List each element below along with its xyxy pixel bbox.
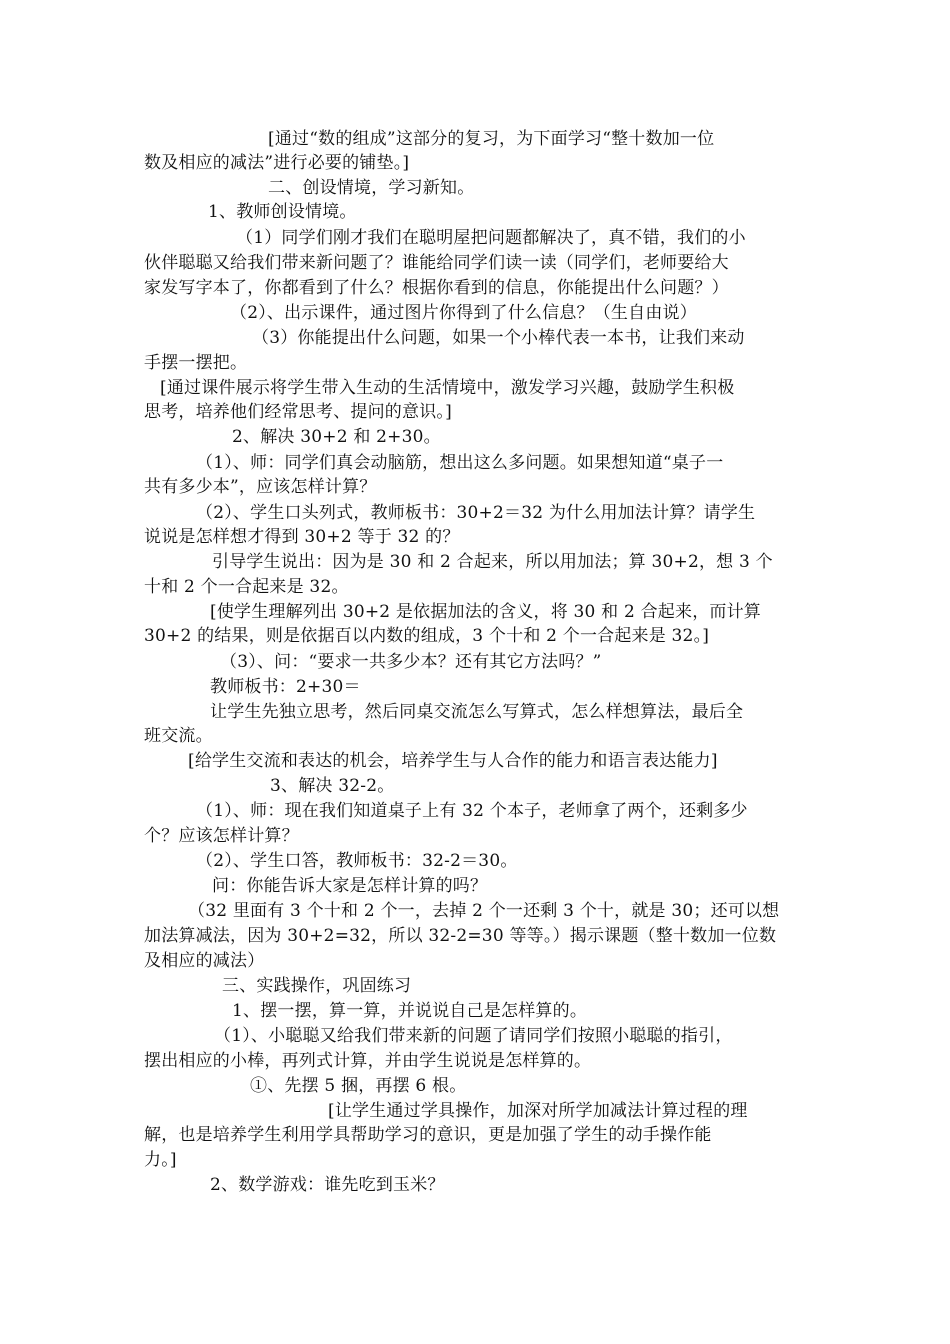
text-line: （32 里面有 3 个十和 2 个一，去掉 2 个一还剩 3 个十，就是 30；还可以想 (188, 901, 780, 921)
text-line: [通过“数的组成”这部分的复习，为下面学习“整十数加一位 (268, 129, 715, 149)
text-line: 十和 2 个一合起来是 32。 (144, 577, 349, 597)
subsection-heading: 1、教师创设情境。 (208, 202, 357, 222)
section-heading: 三、实践操作，巩固练习 (222, 976, 412, 996)
text-line: （2）、学生口答，教师板书：32-2＝30。 (196, 851, 518, 871)
text-line: 引导学生说出：因为是 30 和 2 合起来，所以用加法；算 30+2，想 3 个 (212, 552, 773, 572)
subsection-heading: 1、摆一摆，算一算，并说说自己是怎样算的。 (232, 1001, 588, 1021)
text-line: 让学生先独立思考，然后同桌交流怎么写算式，怎么样想算法，最后全 (210, 702, 744, 722)
text-line: 班交流。 (144, 726, 213, 746)
annotation-line: [通过课件展示将学生带入生动的生活情境中，激发学习兴趣，鼓励学生积极 (160, 378, 735, 398)
text-line: 共有多少本”，应该怎样计算？ (144, 477, 377, 497)
text-line: （3）、问：“要求一共多少本？还有其它方法吗？” (220, 652, 602, 672)
text-line: （1）、师：现在我们知道桌子上有 32 个本子，老师拿了两个，还剩多少 (196, 801, 748, 821)
text-line: （2）、出示课件，通过图片你得到了什么信息？（生自由说） (230, 303, 697, 323)
text-line: （1）同学们刚才我们在聪明屋把问题都解决了，真不错，我们的小 (236, 228, 746, 248)
text-line: 手摆一摆把。 (144, 353, 248, 373)
text-line: （1）、小聪聪又给我们带来新的问题了请同学们按照小聪聪的指引， (214, 1026, 733, 1046)
subsection-heading: 2、数学游戏：谁先吃到玉米？ (210, 1175, 445, 1195)
annotation-line: [使学生理解列出 30+2 是依据加法的含义，将 30 和 2 合起来，而计算 (210, 602, 761, 622)
text-line: 问：你能告诉大家是怎样计算的吗？ (212, 876, 488, 896)
text-line: 教师板书：2+30＝ (210, 677, 361, 697)
annotation-line: 思考，培养他们经常思考、提问的意识。] (144, 402, 452, 422)
text-line: （3）你能提出什么问题，如果一个小棒代表一本书，让我们来动 (252, 328, 745, 348)
annotation-line: 解，也是培养学生利用学具帮助学习的意识，更是加强了学生的动手操作能 (144, 1125, 712, 1145)
annotation-line: 力。] (144, 1150, 177, 1170)
text-line: 及相应的减法） (144, 951, 265, 971)
text-line: 数及相应的减法”进行必要的铺垫。] (144, 153, 410, 173)
text-line: 家发写字本了，你都看到了什么？根据你看到的信息，你能提出什么问题？） (144, 278, 729, 298)
text-line: ①、先摆 5 捆，再摆 6 根。 (250, 1076, 467, 1096)
text-line: 加法算减法，因为 30+2=32，所以 32-2=30 等等。）揭示课题（整十数加一位数 (144, 926, 777, 946)
subsection-heading: 3、解决 32-2。 (270, 776, 395, 796)
text-line: （1）、师：同学们真会动脑筋，想出这么多问题。如果想知道“桌子一 (196, 453, 724, 473)
annotation-line: [让学生通过学具操作，加深对所学加减法计算过程的理 (328, 1101, 748, 1121)
subsection-heading: 2、解决 30+2 和 2+30。 (232, 427, 441, 447)
text-line: 个？应该怎样计算？ (144, 826, 299, 846)
annotation-line: [给学生交流和表达的机会，培养学生与人合作的能力和语言表达能力] (188, 751, 718, 771)
annotation-line: 30+2 的结果，则是依据百以内数的组成，3 个十和 2 个一合起来是 32。] (144, 626, 710, 646)
text-line: 摆出相应的小棒，再列式计算，并由学生说说是怎样算的。 (144, 1051, 592, 1071)
text-line: 说说是怎样想才得到 30+2 等于 32 的？ (144, 527, 460, 547)
text-line: （2）、学生口头列式，教师板书：30+2＝32 为什么用加法计算？请学生 (196, 503, 756, 523)
text-line: 伙伴聪聪又给我们带来新问题了？谁能给同学们读一读（同学们，老师要给大 (144, 253, 729, 273)
section-heading: 二、创设情境，学习新知。 (268, 178, 475, 198)
